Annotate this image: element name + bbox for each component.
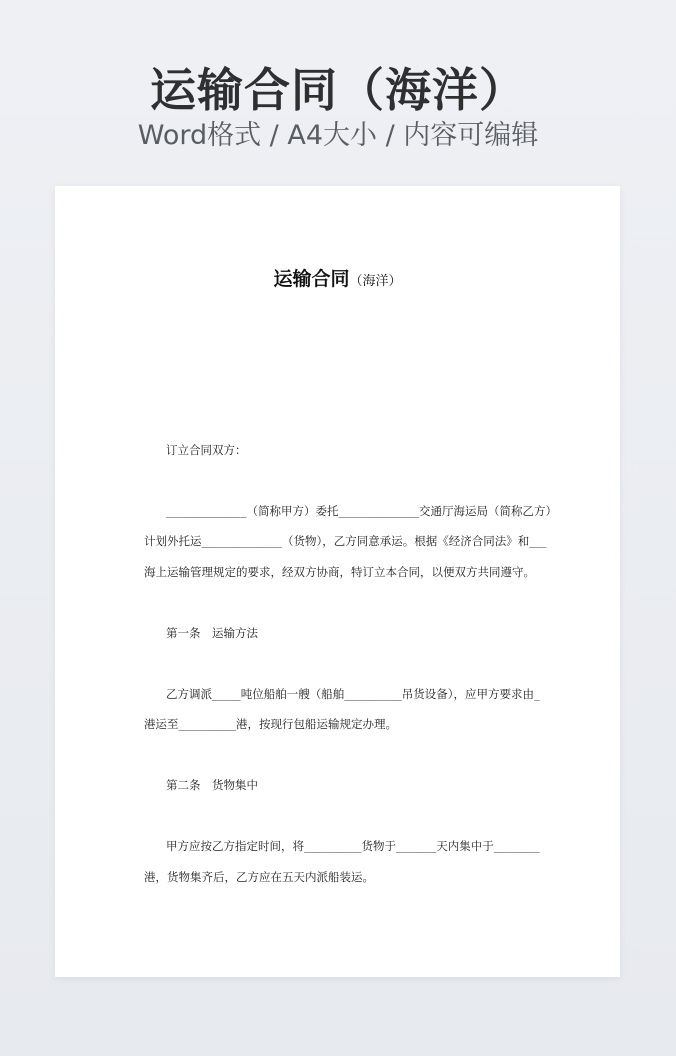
document-title [55,266,620,295]
document-page [55,186,620,977]
document-title-main: 运输合同 [273,268,350,290]
paragraph-line: ______________（简称甲方）委托______________交通厅海运局（简称乙方） [166,504,557,518]
paragraph-line: 甲方应按乙方指定时间，将__________货物于_______天内集中于________ [166,839,540,853]
contract-parties-heading: 订立合同双方： [166,443,247,457]
paragraph-line: 海上运输管理规定的要求，经双方协商，特订立本合同，以便双方共同遵守。 [144,565,535,579]
banner-title: 运输合同（海洋） [150,63,526,117]
header-banner [0,0,676,180]
banner-subtitle: Word格式 / A4大小 / 内容可编辑 [137,120,539,151]
paragraph-line: 计划外托运______________（货物），乙方同意承运。根据《经济合同法》和___ [144,534,547,548]
article-heading: 第一条 运输方法 [166,626,258,640]
paragraph-line: 乙方调派_____吨位船舶一艘（船舶__________吊货设备），应甲方要求由_ [166,687,540,701]
paragraph-line: 港运至__________港，按现行包船运输规定办理。 [144,717,397,731]
document-title-sub: （海洋） [349,274,402,289]
paragraph-line: 港，货物集齐后，乙方应在五天内派船装运。 [144,870,374,884]
article-heading: 第二条 货物集中 [166,778,258,792]
